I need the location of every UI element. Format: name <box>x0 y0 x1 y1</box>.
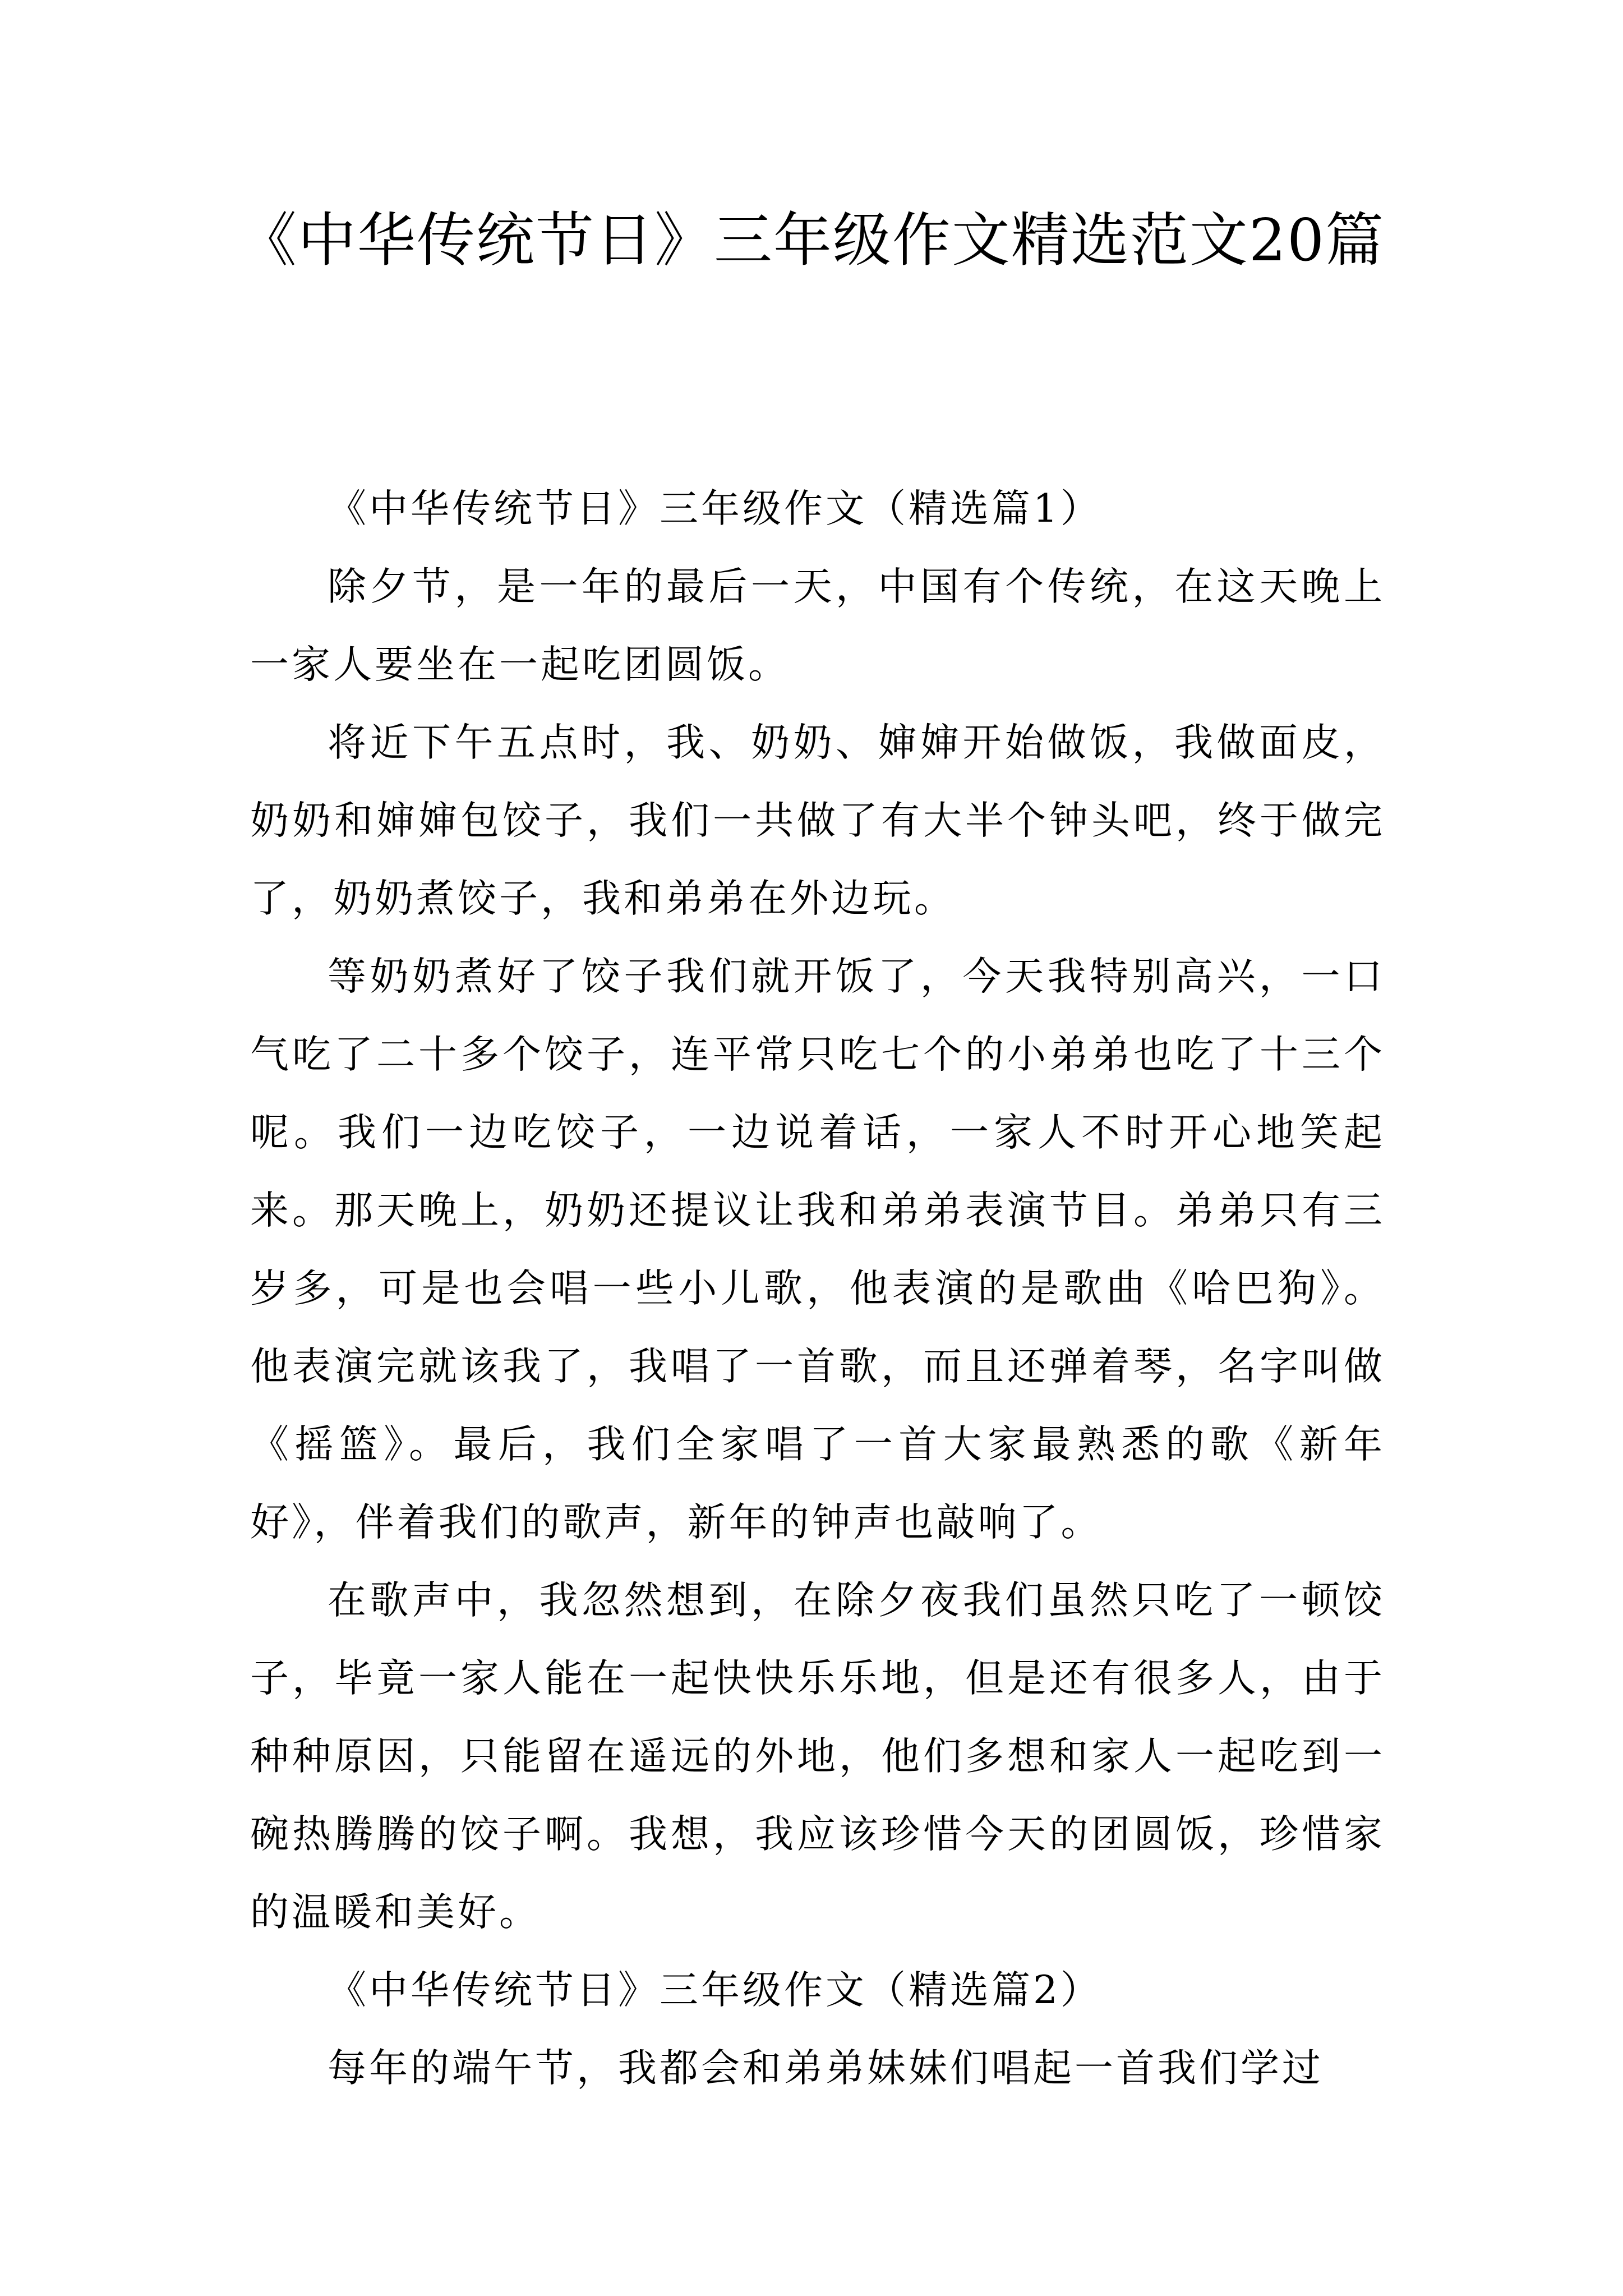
section-heading: 《中华传统节日》三年级作文（精选篇2） <box>328 1968 1102 2013</box>
paragraph: 将近下午五点时，我、奶奶、婶婶开始做饭，我做面皮，奶奶和婶婶包饺子，我们一共做了有大半个钟头吧，终于做完了，奶奶煮饺子，我和弟弟在外边玩。 <box>250 720 1385 921</box>
paragraph: 在歌声中，我忽然想到，在除夕夜我们虽然只吃了一顿饺子，毕竟一家人能在一起快快乐乐地，但是还有很多人，由于种种原因，只能留在遥远的外地，他们多想和家人一起吃到一碗热腾腾的饺子啊。我想，我应该珍惜今天的团圆饭，珍惜家的温暖和美好。 <box>250 1578 1385 1935</box>
document-title: 《中华传统节日》三年级作文精选范文20篇 <box>238 206 1385 274</box>
paragraph: 每年的端午节，我都会和弟弟妹妹们唱起一首我们学过 <box>328 2046 1324 2091</box>
section-heading: 《中华传统节日》三年级作文（精选篇1） <box>328 486 1102 531</box>
paragraph: 除夕节，是一年的最后一天，中国有个传统，在这天晚上一家人要坐在一起吃团圆饭。 <box>250 564 1385 687</box>
paragraph: 等奶奶煮好了饺子我们就开饭了，今天我特别高兴，一口气吃了二十多个饺子，连平常只吃七个的小弟弟也吃了十三个呢。我们一边吃饺子，一边说着话，一家人不时开心地笑起来。那天晚上，奶奶还提议让我和弟弟表演节目。弟弟只有三岁多，可是也会唱一些小儿歌，他表演的是歌曲《哈巴狗》。他表演完就该我了，我唱了一首歌，而且还弹着琴，名字叫做《摇篮》。最后，我们全家唱了一首大家最熟悉的歌《新年好》，伴着我们的歌声，新年的钟声也敲响了。 <box>250 954 1385 1545</box>
document-body <box>250 470 1385 2108</box>
